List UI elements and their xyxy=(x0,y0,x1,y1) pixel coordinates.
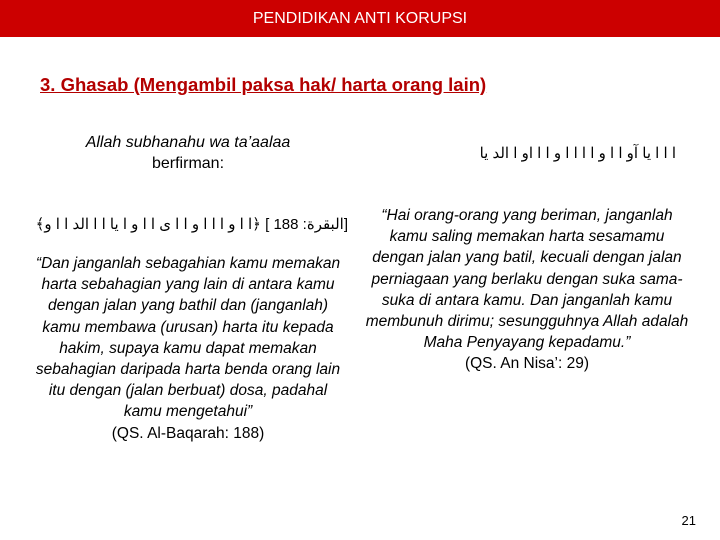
translation-baqarah xyxy=(28,253,348,444)
right-column xyxy=(362,132,692,375)
citation-nisa: (QS. An Nisa’: 29) xyxy=(464,355,590,373)
header-bar xyxy=(0,0,720,37)
translation-baqarah-text: “Dan janganlah sebagahian kamu memakan harta sebahagian yang lain di antara kamu dengan jalan yang bathil dan (janganlah) kamu membawa (urusan) harta itu kepada hakim, supaya kamu dapat memakan sebahagian daripada harta benda orang lain itu dengan (jalan berbuat) dosa, padahal kamu mengetahui” xyxy=(35,255,341,421)
arabic-verse-nisa: ا ا ا يا آو ا ا و ا ا ا ا و ا ا او ا الد يا xyxy=(479,145,676,162)
intro-text xyxy=(28,132,348,174)
intro-line-2: berfirman: xyxy=(151,155,225,172)
arabic-verse-baqarah: [البقرة: 188 ] ﴿ا ا و ا ا ا و ا ا ى ا ا و ا يا ا ا الد ا ا و﴾ xyxy=(35,216,348,233)
translation-nisa xyxy=(362,205,692,375)
citation-baqarah: (QS. Al-Baqarah: 188) xyxy=(111,424,265,442)
slide-title: 3. Ghasab (Mengambil paksa hak/ harta orang lain) xyxy=(40,74,487,95)
left-column xyxy=(28,132,348,444)
header-title: PENDIDIKAN ANTI KORUPSI xyxy=(252,10,468,27)
translation-nisa-text: “Hai orang-orang yang beriman, janganlah kamu saling memakan harta sesamamu dengan jalan yang batil, kecuali dengan jalan perniagaan yang berlaku dengan suka sama-suka di antara kamu. Dan janganlah kamu membunuh dirimu; sesungguhnya Allah adalah Maha Penyayang kepadamu.” xyxy=(365,207,689,352)
intro-line-1: Allah subhanahu wa ta’aalaa xyxy=(85,134,291,151)
page-number: 21 xyxy=(681,513,696,528)
